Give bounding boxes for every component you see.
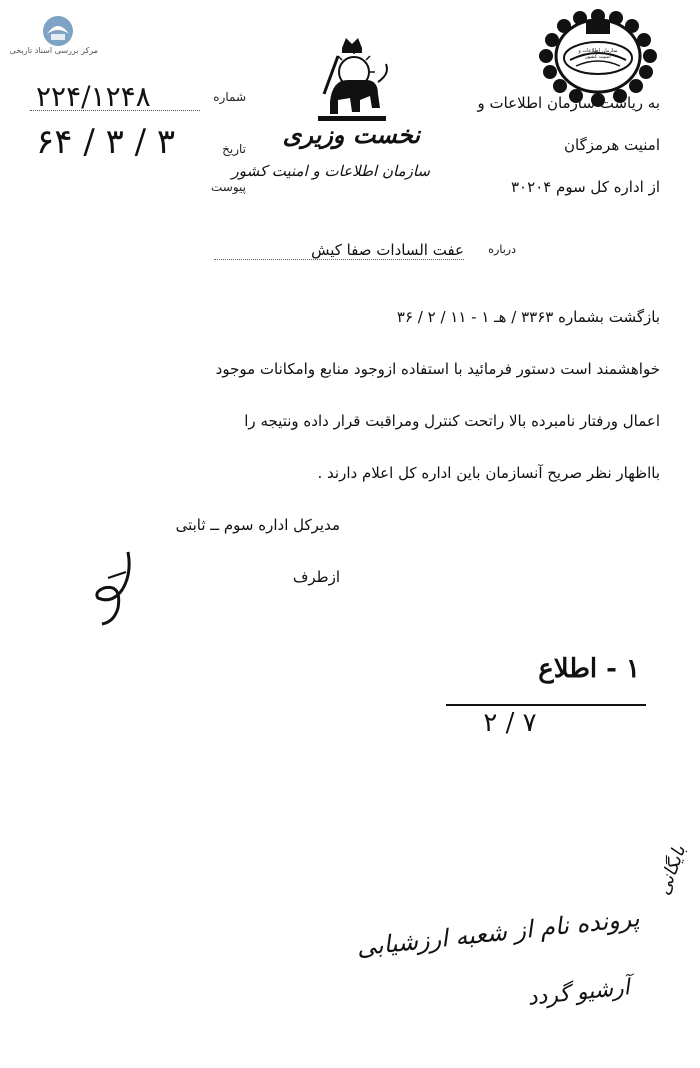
lion-and-sun-emblem (308, 34, 396, 130)
number-value: ۲۲۴/۱۲۴۸ (36, 80, 151, 113)
organization-name: سازمان اطلاعات و امنیت کشور (231, 162, 430, 180)
addressee-line-1: به ریاست سازمان اطلاعات و (477, 94, 660, 112)
subject-text: عفت السادات صفا کیش (214, 241, 464, 260)
body-line-2: اعمال ورفتار نامبرده بالا راتحت کنترل ومراقبت قرار داده ونتیجه را (244, 412, 660, 430)
attachment-label: پیوست (211, 180, 246, 194)
from-line: از اداره کل سوم ۳۰۲۰۴ (510, 178, 660, 196)
signature-icon (92, 548, 142, 628)
archive-logo-icon (39, 14, 77, 48)
margin-note: بایگانی (652, 842, 691, 898)
emblem-caption: نخست وزیری (282, 120, 420, 149)
note-1: ۱ - اطلاع (538, 654, 640, 684)
date-value: ۶۴ / ۳ / ۳ (36, 122, 176, 162)
number-label: شماره (213, 90, 246, 104)
addressee-line-2: امنیت هرمزگان (564, 136, 660, 154)
signatory-title: مدیرکل اداره سوم ــ ثابتی (175, 516, 340, 534)
date-label: تاریخ (222, 142, 246, 156)
reference-line: بازگشت بشماره ۳۳۶۳ / هـ ۱ - ۱۱ / ۲ / ۳۶ (396, 308, 660, 326)
subject-label: درباره (488, 243, 516, 256)
on-behalf-label: ازطرف (292, 568, 340, 586)
handwritten-signature (92, 548, 142, 628)
lion-and-sun-icon (308, 34, 396, 130)
handwritten-instruction-1: پرونده نام از شعبه ارزشیابی (355, 903, 641, 962)
number-underline (30, 110, 200, 111)
body-line-3: بااظهار نظر صریح آنسازمان باین اداره کل اعلام دارند . (317, 464, 660, 482)
archive-watermark (9, 14, 98, 64)
body-line-1: خواهشمند است دستور فرمائید با استفاده ازوجود منابع وامکانات موجود (215, 360, 660, 378)
official-seal (532, 8, 664, 108)
archive-watermark-text: مرکز بررسی اسناد تاریخی (9, 46, 98, 55)
seal-text: سازمان اطلاعات و امنیت کشور (578, 48, 618, 60)
handwritten-instruction-2: آرشیو گردد (526, 975, 631, 1011)
note-divider (446, 704, 646, 706)
note-2: ۲ / ۷ (483, 708, 537, 738)
